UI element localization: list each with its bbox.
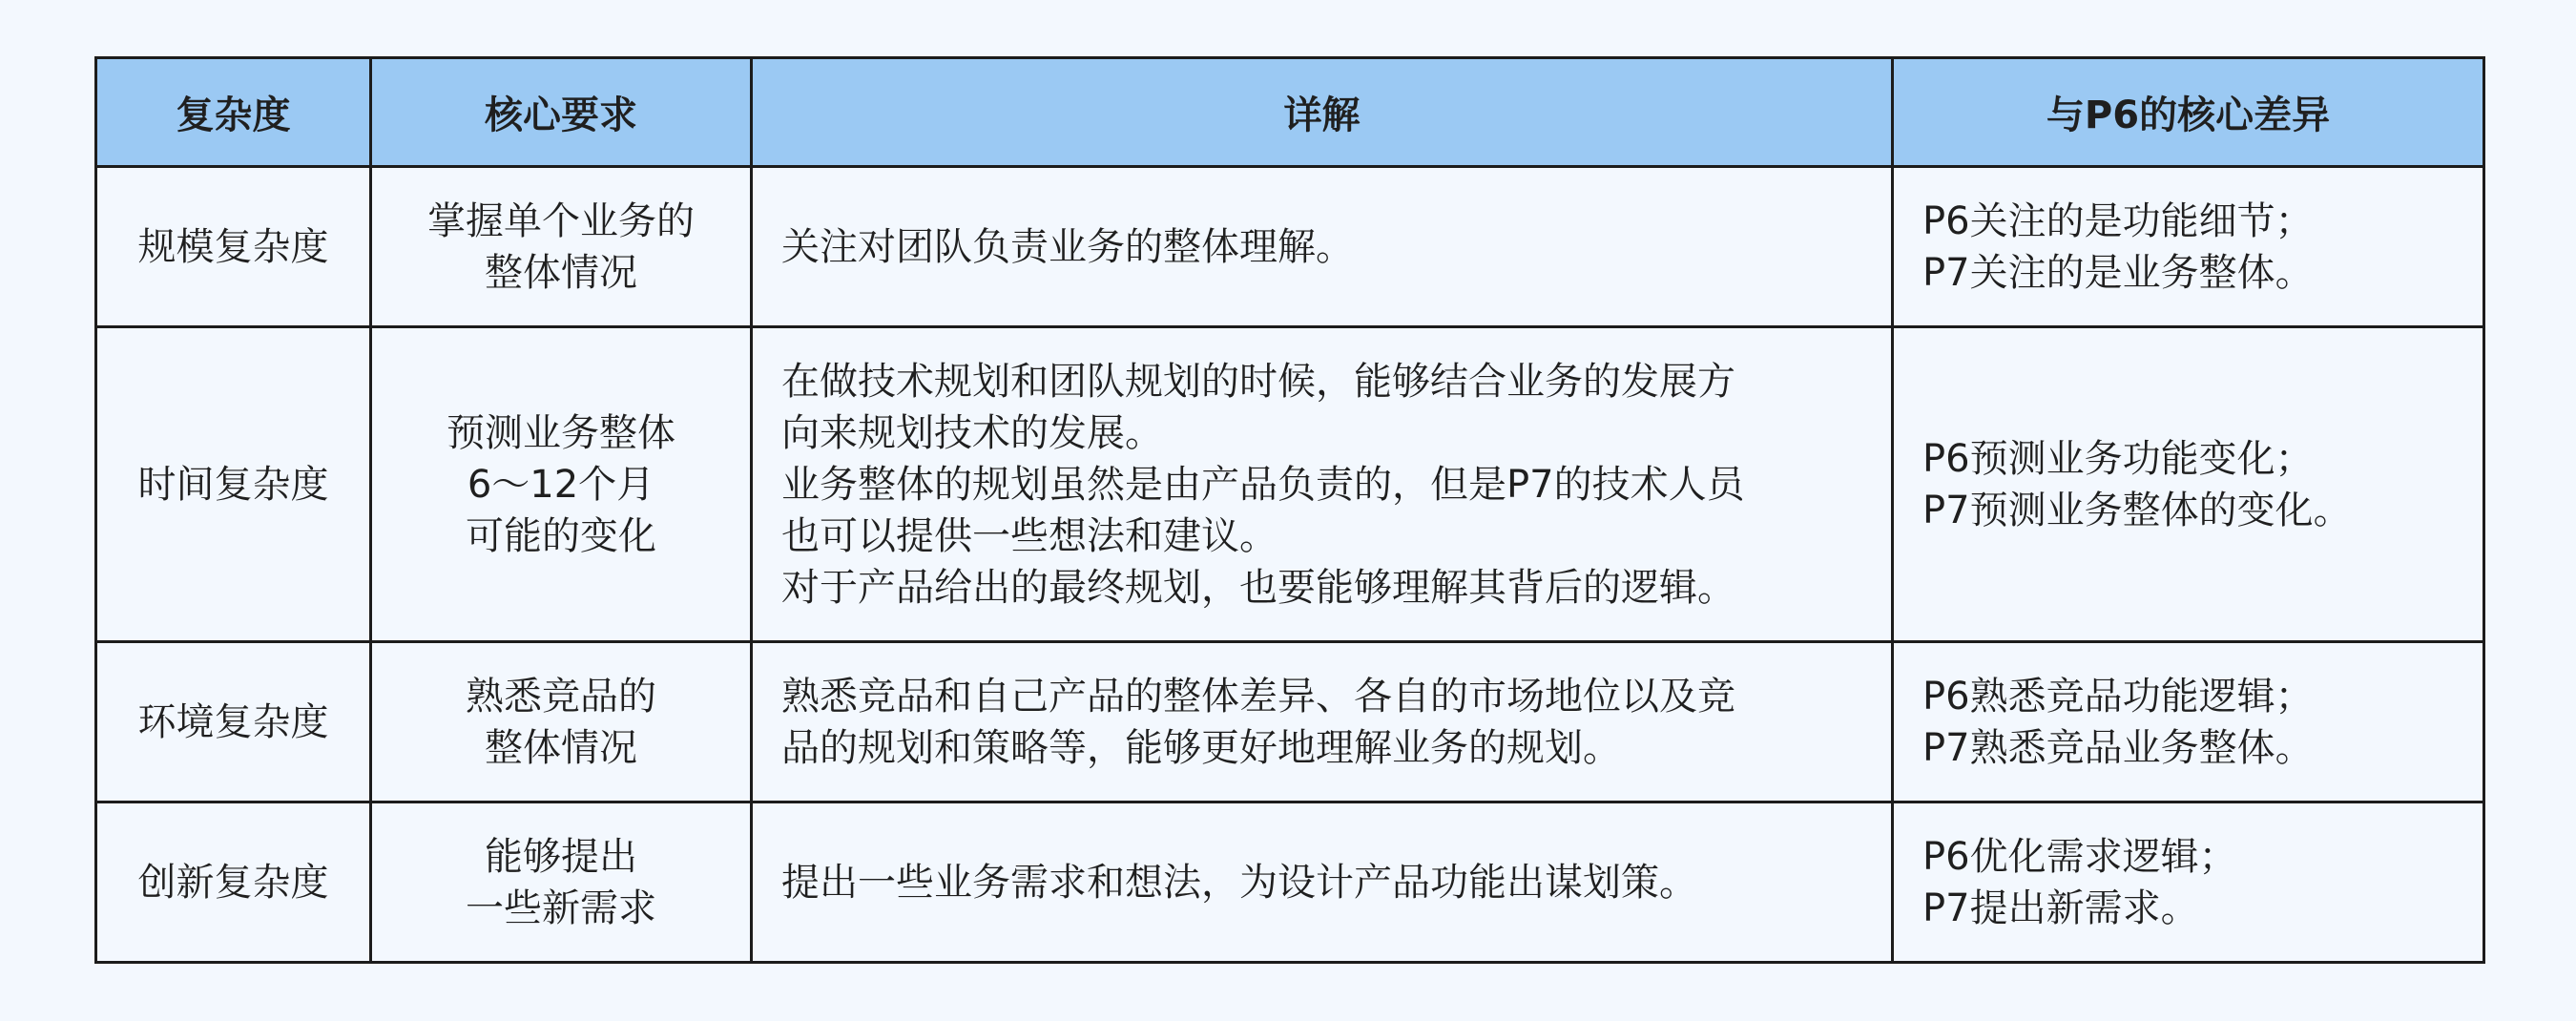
- detail-line: 向来规划技术的发展。: [781, 410, 1163, 455]
- cell-requirement: [371, 327, 752, 642]
- header-core-requirement: 核心要求: [371, 58, 752, 167]
- table-row: [96, 327, 2484, 642]
- comparison-table: [94, 56, 2485, 964]
- requirement-line: 一些新需求: [466, 886, 656, 930]
- cell-requirement: [371, 642, 752, 802]
- detail-line: 品的规划和策略等，能够更好地理解业务的规划。: [781, 725, 1621, 770]
- cell-dimension: 环境复杂度: [96, 642, 371, 802]
- cell-dimension: 时间复杂度: [96, 327, 371, 642]
- table-row: [96, 802, 2484, 963]
- header-detail: 详解: [752, 58, 1893, 167]
- cell-difference: [1893, 327, 2484, 642]
- detail-line: 也可以提供一些想法和建议。: [781, 513, 1278, 558]
- cell-difference: [1893, 642, 2484, 802]
- header-row: [96, 58, 2484, 167]
- requirement-line: 熟悉竞品的: [466, 674, 656, 719]
- difference-line: P6熟悉竞品功能逻辑；: [1922, 674, 2314, 719]
- cell-detail: [752, 327, 1893, 642]
- cell-detail: [752, 642, 1893, 802]
- detail-line: 熟悉竞品和自己产品的整体差异、各自的市场地位以及竞: [781, 674, 1735, 719]
- difference-line: P7熟悉竞品业务整体。: [1922, 725, 2314, 770]
- detail-line: 提出一些业务需求和想法，为设计产品功能出谋划策。: [781, 860, 1697, 905]
- cell-dimension: 创新复杂度: [96, 802, 371, 963]
- requirement-line: 可能的变化: [466, 513, 656, 558]
- requirement-line: 6～12个月: [467, 462, 655, 507]
- requirement-line: 预测业务整体: [447, 410, 675, 455]
- table-row: [96, 167, 2484, 327]
- difference-line: P7关注的是业务整体。: [1922, 250, 2314, 295]
- table-row: [96, 642, 2484, 802]
- detail-line: 在做技术规划和团队规划的时候，能够结合业务的发展方: [781, 359, 1735, 404]
- cell-detail: [752, 167, 1893, 327]
- cell-difference: [1893, 802, 2484, 963]
- requirement-line: 整体情况: [485, 725, 637, 770]
- requirement-line: 能够提出: [485, 834, 637, 879]
- header-complexity: 复杂度: [96, 58, 371, 167]
- header-p6-difference: 与P6的核心差异: [1893, 58, 2484, 167]
- cell-requirement: [371, 802, 752, 963]
- difference-line: P7提出新需求。: [1922, 886, 2199, 930]
- cell-difference: [1893, 167, 2484, 327]
- cell-dimension: 规模复杂度: [96, 167, 371, 327]
- detail-line: 对于产品给出的最终规划，也要能够理解其背后的逻辑。: [781, 565, 1735, 610]
- cell-detail: [752, 802, 1893, 963]
- detail-line: 业务整体的规划虽然是由产品负责的，但是P7的技术人员: [781, 462, 1745, 507]
- difference-line: P6关注的是功能细节；: [1922, 198, 2314, 243]
- difference-line: P7预测业务整体的变化。: [1922, 488, 2352, 532]
- cell-requirement: [371, 167, 752, 327]
- requirement-line: 整体情况: [485, 250, 637, 295]
- difference-line: P6预测业务功能变化；: [1922, 436, 2314, 481]
- detail-line: 关注对团队负责业务的整体理解。: [781, 224, 1354, 269]
- requirement-line: 掌握单个业务的: [427, 198, 695, 243]
- difference-line: P6优化需求逻辑；: [1922, 834, 2237, 879]
